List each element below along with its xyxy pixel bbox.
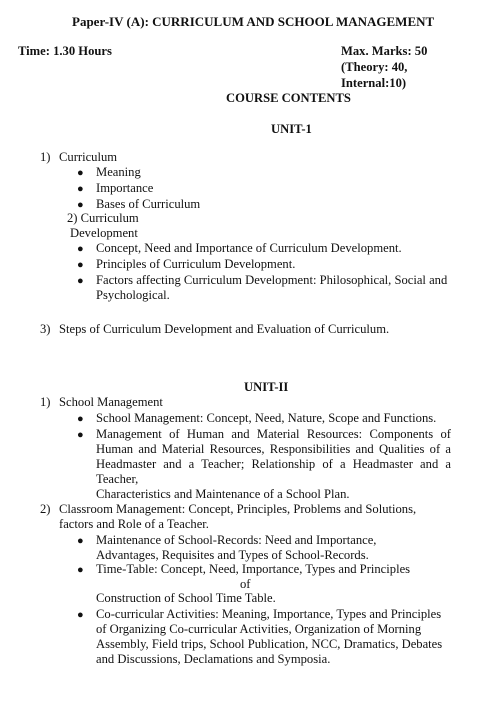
list-item-cont: Human and Material Resources, Responsibilities and Qualities of a [96, 442, 451, 456]
bullet-icon: ● [77, 275, 84, 287]
bullet-icon: ● [77, 199, 84, 211]
list-item: Bases of Curriculum [96, 197, 201, 211]
list-item-cont: Psychological. [96, 288, 170, 302]
list-item: School Management: Concept, Need, Nature, Scope and Functions. [96, 411, 437, 425]
list-item: Concept, Need and Importance of Curriculum Development. [96, 241, 402, 255]
bullet-icon: ● [77, 609, 84, 621]
list-item: Meaning [96, 165, 141, 179]
list-item-cont: Characteristics and Maintenance of a School Plan. [96, 487, 350, 501]
bullet-icon: ● [77, 167, 84, 179]
list-item: Management of Human and Material Resources: Components of [96, 427, 451, 441]
list-item: Principles of Curriculum Development. [96, 257, 296, 271]
list-item-cont: Advantages, Requisites and Types of School-Records. [96, 548, 369, 562]
unit2-item2-title-cont: factors and Role of a Teacher. [59, 517, 209, 531]
bullet-icon: ● [77, 564, 84, 576]
list-item: Co-curricular Activities: Meaning, Importance, Types and Principles [96, 607, 442, 621]
unit2-heading: UNIT-II [244, 380, 289, 394]
paper-title: Paper-IV (A): CURRICULUM AND SCHOOL MANAGEMENT [72, 14, 435, 29]
internal-marks: Internal:10) [341, 76, 407, 90]
max-marks: Max. Marks: 50 [341, 44, 428, 58]
bullet-icon: ● [77, 535, 84, 547]
list-item-cont: of Organizing Co-curricular Activities, Organization of Morning [96, 622, 422, 636]
theory-marks: (Theory: 40, [341, 60, 408, 74]
unit1-item2-title-cont: Development [70, 226, 138, 240]
list-item-cont: and Discussions, Declamations and Symposia. [96, 652, 331, 666]
unit1-heading: UNIT-1 [271, 122, 312, 136]
list-item: Importance [96, 181, 154, 195]
time-label: Time: 1.30 Hours [18, 44, 112, 58]
bullet-icon: ● [77, 429, 84, 441]
unit1-item1-title: Curriculum [59, 150, 118, 164]
list-item: Time-Table: Concept, Need, Importance, Types and Principles [96, 562, 411, 576]
unit2-item2-title: Classroom Management: Concept, Principles, Problems and Solutions, [59, 502, 417, 516]
list-item-cont: Construction of School Time Table. [96, 591, 276, 605]
bullet-icon: ● [77, 413, 84, 425]
list-item-cont: Headmaster and a Teacher; Relationship of a Headmaster and a [96, 457, 451, 471]
bullet-icon: ● [77, 243, 84, 255]
list-item-cont: Teacher, [96, 472, 139, 486]
list-item: Factors affecting Curriculum Development: Philosophical, Social and [96, 273, 448, 287]
list-item: Maintenance of School-Records: Need and Importance, [96, 533, 377, 547]
list-item-cont: Assembly, Field trips, School Publication, NCC, Dramatics, Debates [96, 637, 443, 651]
unit1-item3-number: 3) [40, 322, 51, 336]
unit1-item1-number: 1) [40, 150, 51, 164]
unit2-item1-number: 1) [40, 395, 51, 409]
unit1-item3-title: Steps of Curriculum Development and Evaluation of Curriculum. [59, 322, 390, 336]
bullet-icon: ● [77, 259, 84, 271]
unit2-item1-title: School Management [59, 395, 163, 409]
course-contents-heading: COURSE CONTENTS [226, 91, 351, 105]
bullet-icon: ● [77, 183, 84, 195]
list-item-cont: of [240, 577, 251, 591]
unit2-item2-number: 2) [40, 502, 51, 516]
unit1-item2-title: 2) Curriculum [67, 211, 139, 225]
